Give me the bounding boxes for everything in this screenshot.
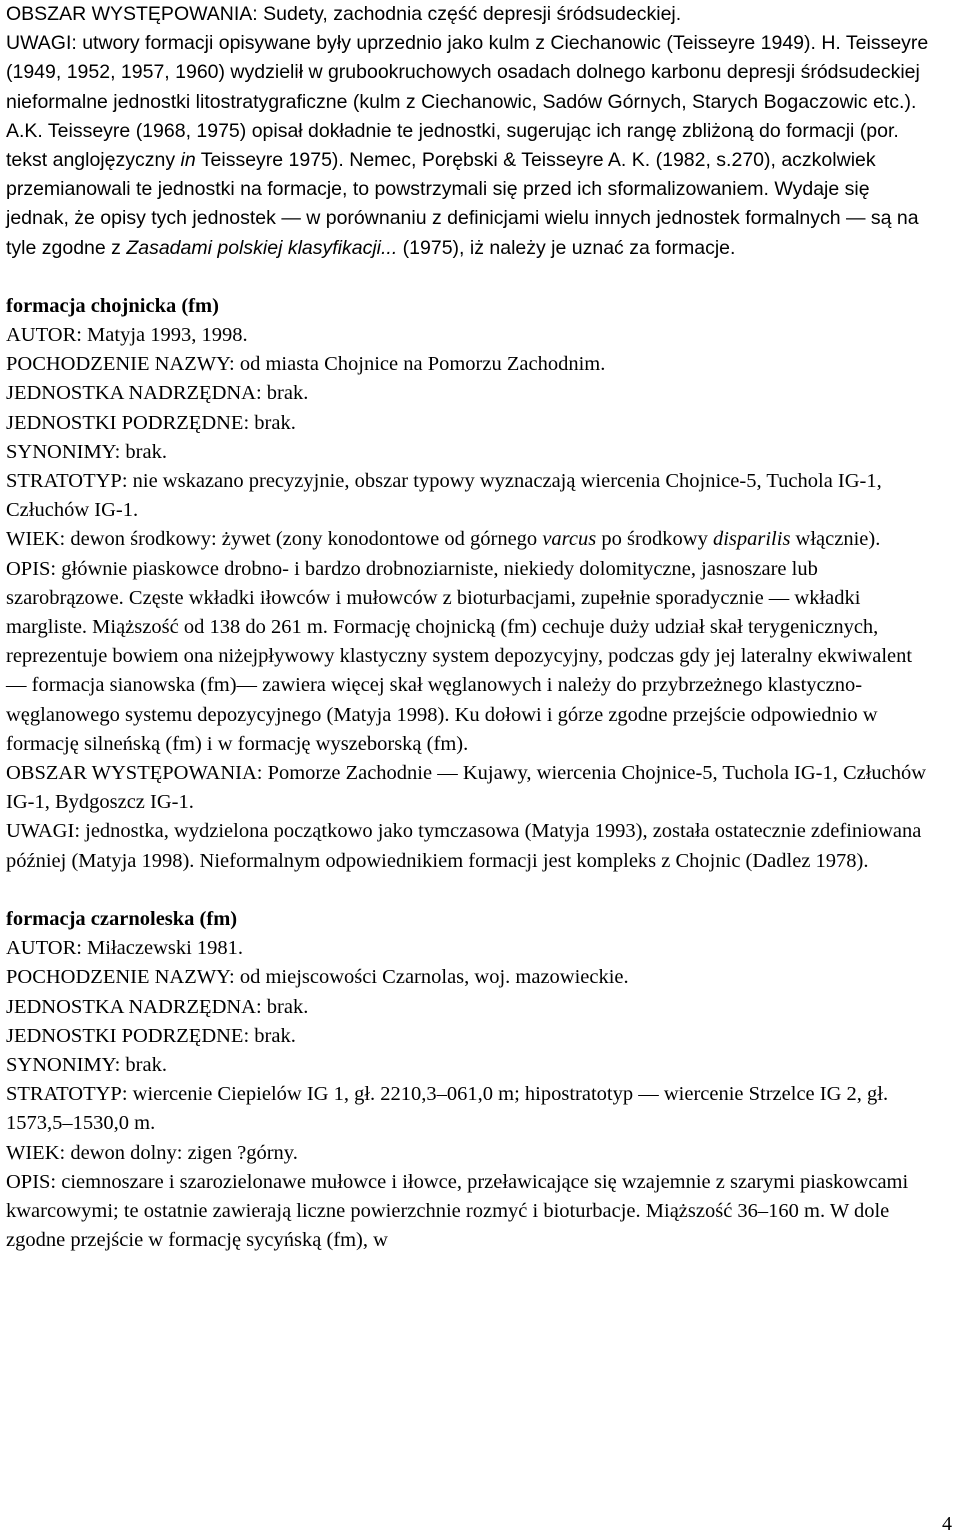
intro-obszar-line: OBSZAR WYSTĘPOWANIA: Sudety, zachodnia część depresji śródsudeckiej. (6, 3, 682, 25)
czarnoleska-synonimy: SYNONIMY: brak. (6, 1053, 167, 1076)
czarnoleska-opis: OPIS: ciemnoszare i szarozielonawe mułowce i iłowce, przeławicające się wzajemnie z szarymi piaskowcami kwarcowymi; te ostatnie zawierają liczne powierzchnie rozmyć i bioturbacje. Miąższość 36–160 m. W dole zgodne przejście w formację sycyńską (fm), w (6, 1170, 909, 1252)
chojnicka-autor: AUTOR: Matyja 1993, 1998. (6, 324, 248, 347)
czarnoleska-autor: AUTOR: Miłaczewski 1981. (6, 937, 244, 960)
chojnicka-obszar: OBSZAR WYSTĘPOWANIA: Pomorze Zachodnie — Kujawy, wiercenia Chojnice-5, Tuchola IG-1, Człuchów IG-1, Bydgoszcz IG-1. (6, 762, 927, 814)
section-gap (6, 876, 936, 905)
czarnoleska-nadrzedna: JEDNOSTKA NADRZĘDNA: brak. (6, 995, 309, 1018)
document-page (6, 0, 936, 1255)
chojnicka-stratotyp: STRATOTYP: nie wskazano precyzyjnie, obszar typowy wyznaczają wiercenia Chojnice-5, Tuchola IG-1, Człuchów IG-1. (6, 470, 882, 522)
chojnicka-heading: formacja chojnicka (fm) (6, 294, 219, 317)
intro-uwagi-in: in (180, 149, 196, 172)
czarnoleska-wiek: WIEK: dewon dolny: zigen ?górny. (6, 1141, 298, 1164)
chojnicka-wiek-italic-2: disparilis (712, 528, 791, 551)
chojnicka-opis: OPIS: głównie piaskowce drobno- i bardzo drobnoziarniste, niekiedy dolomityczne, jasnoszare lub szarobrązowe. Częste wkładki iłowców i mułowców z bioturbacjami, zupełnie sporadycznie — wkładki margliste. Miąższość od 138 do 261 m. Formację chojnicką (fm) cechuje duży udział skał terygenicznych, reprezentuje bowiem ona niżejpływowy klastyczny system depozycyjny, podczas gdy jej lateralny ekwiwalent — formacja sianowska (fm)— zawiera więcej skał węglanowych i należy do przybrzeżnego klastyczno-węglanowego systemu depozycyjnego (Matyja 1998). Ku dołowi i górze zgodne przejście odpowiednio w formację silneńską (fm) i w formację wyszeborską (fm). (6, 557, 913, 755)
czarnoleska-podrzedne: JEDNOSTKI PODRZĘDNE: brak. (6, 1024, 296, 1047)
page-number: 4 (942, 1513, 952, 1535)
chojnicka-podrzedne: JEDNOSTKI PODRZĘDNE: brak. (6, 411, 296, 434)
intro-uwagi-paragraph (6, 29, 936, 263)
chojnicka-nadrzedna: JEDNOSTKA NADRZĘDNA: brak. (6, 382, 309, 405)
intro-uwagi-text-c: (1975), iż należy je uznać za formacje. (397, 236, 736, 259)
intro-uwagi-italic-title: Zasadami polskiej klasyfikacji... (126, 236, 398, 259)
chojnicka-wiek (6, 525, 936, 554)
chojnicka-synonimy: SYNONIMY: brak. (6, 440, 167, 463)
czarnoleska-heading: formacja czarnoleska (fm) (6, 907, 238, 930)
section-gap (6, 263, 936, 292)
czarnoleska-pochodzenie: POCHODZENIE NAZWY: od miejscowości Czarnolas, woj. mazowieckie. (6, 966, 629, 989)
intro-uwagi-text-b: Teisseyre 1975). Nemec, Porębski & Teisseyre A. K. (1982, s.270), aczkolwiek przemianowali te jednostki na formacje, to powstrzymali się przed ich sformalizowaniem. Wydaje się jednak, że opisy tych jednostek — w porównaniu z definicjami wielu innych jednostek formalnych — są na tyle zgodne z (6, 149, 919, 259)
chojnicka-wiek-italic-1: varcus (542, 528, 597, 551)
czarnoleska-stratotyp: STRATOTYP: wiercenie Ciepielów IG 1, gł. 2210,3–061,0 m; hipostratotyp — wiercenie Strzelce IG 2, gł. 1573,5–1530,0 m. (6, 1083, 889, 1135)
chojnicka-uwagi: UWAGI: jednostka, wydzielona początkowo jako tymczasowa (Matyja 1993), została ostatecznie zdefiniowana później (Matyja 1998). Nieformalnym odpowiednikiem formacji jest kompleks z Chojnic (Dadlez 1978). (6, 820, 922, 872)
chojnicka-pochodzenie: POCHODZENIE NAZWY: od miasta Chojnice na Pomorzu Zachodnim. (6, 353, 606, 376)
chojnicka-wiek-text-b: po środkowy (596, 528, 713, 551)
chojnicka-wiek-text-a: WIEK: dewon środkowy: żywet (zony konodontowe od górnego (6, 528, 543, 551)
intro-uwagi-text-a: UWAGI: utwory formacji opisywane były uprzednio jako kulm z Ciechanowic (Teisseyre 1949). H. Teisseyre (1949, 1952, 1957, 1960) wydzielił w grubookruchowych osadach dolnego karbonu depresji śródsudeckiej nieformalne jednostki litostratygraficzne (kulm z Ciechanowic, Sadów Górnych, Starych Bogaczowic etc.). A.K. Teisseyre (1968, 1975) opisał dokładnie te jednostki, sugerując ich rangę zbliżoną do formacji (por. tekst anglojęzyczny (6, 32, 929, 172)
chojnicka-wiek-text-c: włącznie). (790, 528, 881, 551)
